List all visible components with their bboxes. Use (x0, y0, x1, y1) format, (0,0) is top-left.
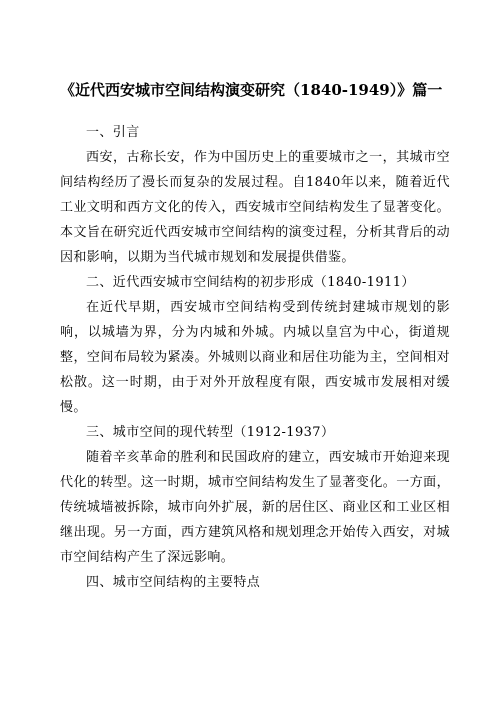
paragraph-early-formation: 在近代早期，西安城市空间结构受到传统封建城市规划的影响，以城墙为界，分为内城和外城。内城以皇宫为中心，街道规整，空间布局较为紧凑。外城则以商业和居住功能为主，空间相对松散。这一时期，由于对外开放程度有限，西安城市发展相对缓慢。 (60, 300, 450, 415)
section-heading-introduction: 一、引言 (86, 125, 140, 140)
paragraph-introduction: 西安，古称长安，作为中国历史上的重要城市之一，其城市空间结构经历了漫长而复杂的发展过程。自1840年以来，随着近代工业文明和西方文化的传入，西安城市空间结构发生了显著变化。本文旨在研究近代西安城市空间结构的演变过程，分析其背后的动因和影响，以期为当代城市规划和发展提供借鉴。 (60, 150, 450, 265)
section-heading-early-formation: 二、近代西安城市空间结构的初步形成（1840-1911） (86, 275, 415, 290)
document-title: 《近代西安城市空间结构演变研究（1840-1949）》篇一 (60, 81, 443, 99)
section-heading-modern-transformation: 三、城市空间的现代转型（1912-1937） (86, 425, 335, 440)
section-heading-main-features: 四、城市空间结构的主要特点 (86, 575, 261, 590)
document-body (60, 120, 450, 595)
paragraph-modern-transformation: 随着辛亥革命的胜利和民国政府的建立，西安城市开始迎来现代化的转型。这一时期，城市空间结构发生了显著变化。一方面，传统城墙被拆除，城市向外扩展，新的居住区、商业区和工业区相继出现。另一方面，西方建筑风格和规划理念开始传入西安，对城市空间结构产生了深远影响。 (60, 450, 450, 565)
